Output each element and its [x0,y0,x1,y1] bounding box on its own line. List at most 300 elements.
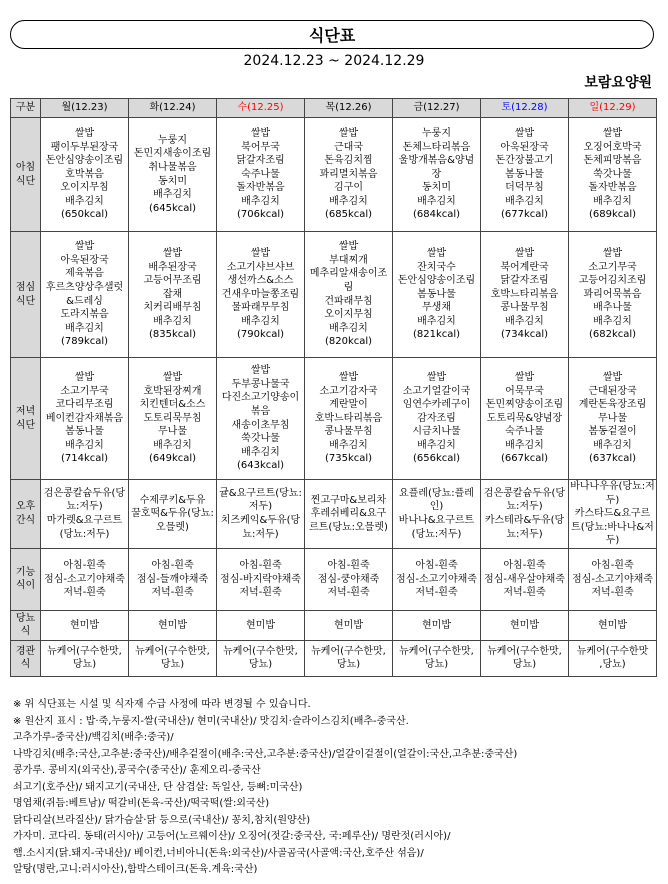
menu-cell [393,480,481,549]
menu-item: 저녁-흰죽 [415,587,458,599]
menu-item: 쑥갓나물 [593,168,632,180]
menu-item: 점심-새우살야채죽 [484,573,565,585]
row-label [11,640,41,676]
menu-item: 현미밥 [334,619,363,631]
menu-item: 오이지무침 [60,182,109,194]
menu-cell [129,118,217,232]
menu-item: 호박볶음 [65,168,104,180]
menu-cell [217,640,305,676]
menu-cell [393,640,481,676]
menu-cell [569,610,657,640]
menu-item: (677kcal) [500,209,549,221]
menu-item: 카스타드&요구르트(당뇨:바나나&저두) [571,508,654,547]
menu-item: 소고기감자국 [319,385,378,397]
menu-item: (734kcal) [500,329,549,341]
note-line: 콩가루. 콩비지(외국산),콩국수(중국산)/ 훈제오리-중국산 [13,765,261,776]
menu-item: 두부콩나물국 [231,378,290,390]
menu-item: 배추김치 [417,195,456,207]
menu-cell [305,480,393,549]
menu-cell [129,480,217,549]
menu-item: 임연수카레구이 [402,399,471,411]
menu-item: 쌀밥 [338,127,359,139]
menu-item: ,당뇨) [599,659,626,671]
note-line: ※ 위 식단표는 시설 및 식자재 수급 사정에 따라 변경될 수 있습니다. [13,699,311,710]
menu-item: 저녁-흰죽 [503,587,546,599]
menu-item: 아욱된장국 [60,254,109,266]
day-header: 금(12.27) [393,99,481,118]
menu-item: 찐고구마&보리차 [310,494,387,506]
menu-item: 당뇨) [336,659,361,671]
menu-cell [569,232,657,358]
row-label-line: 당뇨 [15,612,36,624]
menu-item: 점심-소고기야채죽 [44,573,125,585]
menu-item: 오이지무침 [324,309,373,321]
menu-item: (714kcal) [60,453,109,465]
menu-item: 쌀밥 [514,247,535,259]
table-row [11,640,657,676]
corner-label: 구분 [11,99,41,118]
menu-item: 꿀호떡&두유(당뇨:오믈렛) [131,508,214,533]
menu-item: 돈간장불고기 [495,155,554,167]
menu-item: 쌀밥 [514,371,535,383]
menu-item: 배추김치 [593,195,632,207]
row-label [11,232,41,358]
menu-item: 돈체느타리볶음 [402,141,471,153]
table-row [11,118,657,232]
menu-item: 당뇨) [72,659,97,671]
menu-cell [481,480,569,549]
menu-cell [305,640,393,676]
menu-item: 당뇨) [512,659,537,671]
menu-item: 닭갈자조림 [236,155,285,167]
menu-item: 북어계란국 [500,261,549,273]
menu-item: 배추김치 [329,439,368,451]
menu-item: 배추김치 [65,439,104,451]
menu-item: 현미밥 [70,619,99,631]
menu-item: 콩나물무침 [500,302,549,314]
menu-item: 쌀밥 [602,371,623,383]
menu-item: 뉴케어(구수한맛, [399,645,474,657]
menu-item: 오징어호박국 [583,141,642,153]
menu-item: 돈민찌양송이조림 [485,399,564,411]
table-body [11,118,657,677]
menu-item: 후레쉬베리&요구르트(당뇨:오믈렛) [309,508,388,533]
menu-item: 쌀밥 [74,127,95,139]
menu-item: 점심-쿵야채죽 [317,573,380,585]
menu-item: 쌀밥 [338,241,359,253]
menu-item: 근대국 [334,141,363,153]
menu-item: 호박된장찌개 [143,385,202,397]
menu-item: (821kcal) [412,329,461,341]
notes-section [13,697,658,879]
row-label [11,548,41,610]
menu-item: 더덕무침 [505,182,544,194]
menu-cell [41,118,129,232]
menu-item: 쌀밥 [74,371,95,383]
menu-item: 바나나&요구르트(당뇨:저두) [398,514,475,540]
menu-item: 호박느타리볶음 [490,288,559,300]
menu-cell [41,640,129,676]
day-header: 일(12.29) [569,99,657,118]
menu-item: 후르츠양상추샐럿&드레싱 [45,281,124,307]
table-row [11,480,657,549]
row-label-line: 식단 [15,295,36,307]
menu-item: 무생채 [422,302,451,314]
menu-cell [217,610,305,640]
menu-item: 동치미 [422,182,451,194]
menu-item: (706kcal) [236,209,285,221]
menu-item: 시금치나물 [412,426,461,438]
note-line: 고추가루-중국산)/백김치(배추:중국)/ [13,732,174,743]
page-title: 식단표 [308,26,356,45]
menu-item: 돌자반볶음 [236,182,285,194]
menu-cell [569,358,657,480]
menu-item: 카스테라&두유(당뇨:저두) [484,514,565,540]
menu-cell [305,548,393,610]
menu-cell [393,232,481,358]
menu-cell [305,232,393,358]
table-header-row [11,99,657,118]
menu-item: 아침-흰죽 [63,560,106,572]
row-label-line: 식단 [15,175,36,187]
menu-cell [569,640,657,676]
menu-item: 쌀밥 [162,247,183,259]
row-label-line: 간식 [15,514,36,526]
row-label [11,358,41,480]
menu-item: 도라지볶음 [60,309,109,321]
menu-item: 고등어김치조림 [578,275,647,287]
menu-cell [129,358,217,480]
menu-item: 잡채 [162,288,183,300]
menu-item: 저녁-흰죽 [239,587,282,599]
row-label-line: 기능 [15,566,36,578]
menu-cell [129,640,217,676]
menu-item: 소고기얼갈이국 [402,385,471,397]
menu-item: 수제쿠키&두유 [139,494,206,506]
menu-cell [481,358,569,480]
menu-item: 아침-흰죽 [239,560,282,572]
menu-item: (689kcal) [588,209,637,221]
menu-item: 어묵무국 [505,385,544,397]
menu-item: 배추김치 [505,195,544,207]
menu-item: 점심-들깨야채죽 [136,573,209,585]
menu-cell [129,610,217,640]
menu-cell [129,232,217,358]
menu-item: 봄동나물 [65,426,104,438]
row-label-line: 식 [20,659,31,671]
menu-item: (684kcal) [412,209,461,221]
menu-item: 현미밥 [510,619,539,631]
menu-item: 동치미 [158,175,187,187]
row-label [11,610,41,640]
day-header: 수(12.25) [217,99,305,118]
menu-cell [569,548,657,610]
menu-item: 꽈리어묵볶음 [583,288,642,300]
menu-item: 배추김치 [593,315,632,327]
menu-item: 코다리무조림 [55,399,114,411]
menu-cell [393,610,481,640]
menu-item: 뉴케어(구수한맛, [311,645,386,657]
menu-item: 검은콩칼슘두유(당뇨:저두) [43,487,126,513]
menu-item: (735kcal) [324,453,373,465]
menu-item: 배추김치 [329,322,368,334]
table-row [11,358,657,480]
day-header: 월(12.23) [41,99,129,118]
menu-item: 도토리묵무침 [143,412,202,424]
menu-item: 메추리알새송이조림 [309,268,388,293]
menu-cell [393,358,481,480]
menu-item: 쌀밥 [426,371,447,383]
menu-item: 검은콩칼슘두유(당뇨:저두) [483,487,566,513]
menu-item: 봄동나물 [417,288,456,300]
menu-item: 물파래무무침 [231,302,290,314]
menu-cell [569,118,657,232]
menu-item: (789kcal) [60,336,109,348]
menu-item: 소고기무국 [60,385,109,397]
menu-item: 울방개볶음&양념장 [398,155,475,180]
menu-item: 건새우마늘쫑조림 [221,288,300,300]
menu-item: 배추김치 [417,315,456,327]
menu-item: 숙주나물 [505,426,544,438]
menu-item: 배추김치 [241,315,280,327]
menu-item: 취나물볶음 [148,161,197,173]
menu-cell [129,548,217,610]
menu-item: 콩나물무침 [324,426,373,438]
facility-name: 보람요양원 [584,75,652,91]
menu-item: 저녁-흰죽 [327,587,370,599]
menu-item: 배추김치 [65,322,104,334]
menu-cell [41,358,129,480]
menu-item: 현미밥 [158,619,187,631]
menu-period: 2024.12.23 ~ 2024.12.29 [243,53,425,69]
menu-item: 계란말이 [329,399,368,411]
day-header: 토(12.28) [481,99,569,118]
menu-cell [217,358,305,480]
menu-item: (656kcal) [412,453,461,465]
menu-item: 닭갈자조림 [500,275,549,287]
menu-item: 뉴케어(구수한맛 [576,645,649,657]
menu-item: 무나물 [598,412,627,424]
note-line: 가자미. 코다리. 동태(러시아)/ 고등어(노르웨이산)/ 오징어(젓갈:중국산, 국:페루산)/ 명란젓(러시아)/ [13,831,451,842]
menu-cell [41,610,129,640]
menu-item: 아침-흰죽 [591,560,634,572]
menu-item: 봄동겉절이 [588,426,637,438]
menu-item: 돈체피망볶음 [583,155,642,167]
menu-item: (649kcal) [148,453,197,465]
menu-item: 치킨텐더&소스 [139,399,206,411]
menu-item: 아욱된장국 [500,141,549,153]
day-header: 화(12.24) [129,99,217,118]
menu-item: 북어무국 [241,141,280,153]
row-label [11,480,41,549]
menu-item: 귤&요구르트(당뇨:저두) [219,487,302,513]
menu-item: 배추김치 [65,195,104,207]
menu-item: 김구이 [334,182,363,194]
menu-item: 쌀밥 [426,247,447,259]
menu-item: 돈안심양송이조림 [397,275,476,287]
menu-item: 뉴케어(구수한맛, [223,645,298,657]
menu-cell [569,480,657,549]
menu-item: 배추나물 [593,302,632,314]
menu-item: 누룽지 [158,134,187,146]
menu-item: (685kcal) [324,209,373,221]
menu-item: 치즈케익&두유(당뇨:저두) [220,514,301,540]
menu-item: 호박느타리볶음 [314,412,383,424]
note-line: 알탕(명란,고니:러시아산),함박스테이크(돈육.계육:국산) [13,864,258,875]
menu-item: (682kcal) [588,329,637,341]
menu-item: (790kcal) [236,329,285,341]
menu-cell [393,548,481,610]
note-line: 쇠고기(호주산)/ 돼지고기(국내산, 단 삼겹살: 독일산, 등뼈:미국산) [13,781,303,793]
menu-item: 꽈리멸치볶음 [319,168,378,180]
menu-item: 쌀밥 [338,371,359,383]
menu-item: 아침-흰죽 [151,560,194,572]
menu-item: 무나물 [158,426,187,438]
menu-item: 누룽지 [422,127,451,139]
menu-item: 새송이초무침 [231,419,290,431]
menu-item: 봄동나물 [505,168,544,180]
menu-item: 치커리배무침 [143,302,202,314]
row-label-line: 식단 [15,419,36,431]
row-label-line: 오후 [15,501,36,513]
menu-item: 제육볶음 [65,268,104,280]
menu-item: 쑥갓나물 [241,433,280,445]
menu-cell [217,118,305,232]
menu-item: 배추김치 [153,439,192,451]
menu-item: 돈안심양송이조림 [45,155,124,167]
menu-item: 저녁-흰죽 [63,587,106,599]
menu-item: 마가렛&요구르트(당뇨:저두) [46,514,123,540]
menu-item: 쌀밥 [514,127,535,139]
menu-item: 쌀밥 [250,247,271,259]
menu-title-box [10,20,654,49]
row-label-line: 점심 [15,281,36,293]
menu-item: 점심-바지락야채죽 [220,573,301,585]
menu-item: 잔치국수 [417,261,456,273]
menu-item: 현미밥 [246,619,275,631]
menu-item: 현미밥 [598,619,627,631]
menu-item: 아침-흰죽 [415,560,458,572]
menu-cell [481,232,569,358]
row-label [11,118,41,232]
menu-item: 배추김치 [593,439,632,451]
menu-item: 도토리묵&양념장 [486,412,563,424]
row-label-line: 식이 [15,580,36,592]
menu-item: 배추된장국 [148,261,197,273]
table-row [11,232,657,358]
menu-item: 감자조림 [417,412,456,424]
menu-item: 숙주나물 [241,168,280,180]
row-label-line: 저녁 [15,405,36,417]
menu-item: 돈육김치찜 [324,155,373,167]
menu-cell [41,232,129,358]
menu-item: 아침-흰죽 [327,560,370,572]
table-row [11,548,657,610]
table-row [11,610,657,640]
menu-item: 쌀밥 [74,241,95,253]
menu-item: 점심-소고기야채죽 [396,573,477,585]
menu-item: 배추김치 [329,195,368,207]
row-label-line: 경관 [15,645,36,657]
menu-item: (650kcal) [60,209,109,221]
menu-cell [481,118,569,232]
menu-item: 고등어무조림 [143,275,202,287]
note-line: 나박김치(배추:국산,고추분:중국산)/배추겉절이(배추:국산,고추분:중국산)/얼갈이겉절이(얼갈이:국산,고추분:중국산) [13,748,518,760]
menu-item: 생선까스&소스 [227,275,294,287]
menu-item: (820kcal) [324,336,373,348]
menu-item: 당뇨) [248,659,273,671]
menu-cell [305,358,393,480]
menu-item: (645kcal) [148,202,197,214]
row-label-line: 식 [20,626,31,638]
menu-item: 점심-소고기야채죽 [572,573,653,585]
menu-item: 뉴케어(구수한맛, [135,645,210,657]
menu-item: 돈민지새송이조림 [133,148,212,160]
menu-item: 베이컨감자채볶음 [45,412,124,424]
menu-item: 저녁-흰죽 [591,587,634,599]
menu-item: 뉴케어(구수한맛, [47,645,122,657]
menu-cell [217,480,305,549]
menu-item: 근대된장국 [588,385,637,397]
menu-item: 다진소고기양송이볶음 [221,392,300,417]
menu-item: 쌀밥 [250,127,271,139]
menu-cell [393,118,481,232]
menu-item: 배추김치 [153,315,192,327]
note-line: 닭다리살(브라질산)/ 닭가슴살·닭 등으로(국내산)/ 꽁치,참치(원양산) [13,814,311,826]
menu-item: 부대찌개 [329,254,368,266]
menu-item: (643kcal) [236,460,285,472]
note-line: 명엽채(쥐듬:베트남)/ 떡갈비(돈육-국산)/떡국떡(쌀:외국산) [13,798,270,809]
menu-cell [41,480,129,549]
menu-item: 소고기무국 [588,261,637,273]
row-label-line: 아침 [15,161,36,173]
menu-cell [217,232,305,358]
menu-item: 당뇨) [160,659,185,671]
menu-cell [41,548,129,610]
menu-item: 요플레(당뇨:플레인) [399,487,474,513]
menu-cell [481,640,569,676]
menu-item: 당뇨) [424,659,449,671]
menu-cell [481,610,569,640]
menu-item: 쌀밥 [602,127,623,139]
menu-item: 배추김치 [417,439,456,451]
menu-cell [305,118,393,232]
menu-item: 돌자반볶음 [588,182,637,194]
menu-item: 소고기샤브샤브 [226,261,295,273]
menu-item: 팽이두부된장국 [50,141,119,153]
menu-item: 쌀밥 [250,365,271,377]
menu-item: 배추김치 [153,189,192,201]
weekly-menu-table [10,98,657,677]
menu-item: 배추김치 [241,195,280,207]
menu-item: 아침-흰죽 [503,560,546,572]
menu-item: 배추김치 [505,315,544,327]
menu-item: 쌀밥 [602,247,623,259]
menu-item: 현미밥 [422,619,451,631]
menu-item: 계란돈육장조림 [578,399,647,411]
note-line: 햄.소시지(닭.돼지-국내산)/ 베이컨,너비아니(돈육:외국산)/사골곰국(사골액:국산,호주산 섞음)/ [13,847,424,859]
menu-cell [217,548,305,610]
menu-item: 배추김치 [241,446,280,458]
menu-cell [305,610,393,640]
note-line: ※ 원산지 표시 : 밥·죽,누룽지-쌀(국내산)/ 현미(국내산)/ 맛김치·슬라이스김치(배추-중국산. [13,715,409,727]
menu-cell [481,548,569,610]
menu-item: (667kcal) [500,453,549,465]
menu-item: 저녁-흰죽 [151,587,194,599]
menu-item: 뉴케어(구수한맛, [487,645,562,657]
menu-item: 건파래무침 [324,295,373,307]
menu-item: (637kcal) [588,453,637,465]
